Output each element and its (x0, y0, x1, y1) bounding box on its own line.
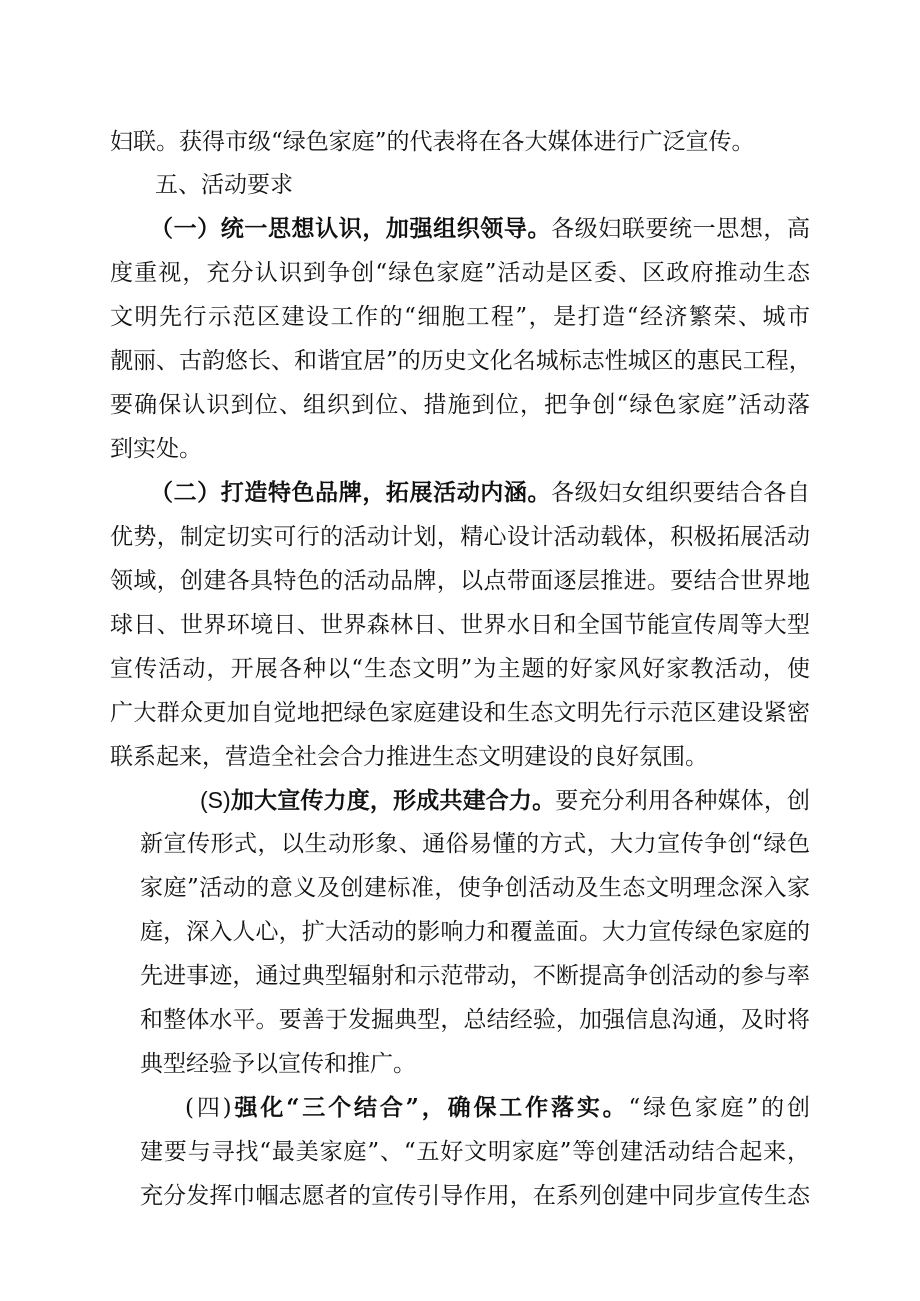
paragraph-first-line (150, 209, 810, 249)
paragraph-line: 庭，深入人心，扩大活动的影响力和覆盖面。大力宣传绿色家庭的 (140, 919, 810, 945)
paragraph-text: 要充分利用各种媒体，创 (555, 788, 811, 814)
paragraph-first-line (185, 1088, 810, 1128)
section-heading: 五、活动要求 (155, 172, 293, 198)
paragraph-line: 典型经验予以宣传和推广。 (140, 1051, 416, 1077)
paragraph-line: 先进事迹，通过典型辐射和示范带动，不断提高争创活动的参与率 (140, 963, 810, 989)
paragraph-line: 要确保认识到位、组织到位、措施到位，把争创“绿色家庭”活动落 (110, 392, 810, 418)
paragraph-lead: （二）打造特色品牌，拓展活动内涵。 (150, 479, 552, 506)
paragraph-line: 领域，创建各具特色的活动品牌，以点带面逐层推进。要结合世界地 (110, 568, 810, 594)
paragraph-text: 各级妇女组织要结合各自 (551, 480, 811, 506)
paragraph-lead-prefix: (四) (185, 1095, 232, 1121)
paragraph-first-line (150, 473, 810, 513)
paragraph-lead: 加大宣传力度，形成共建合力。 (230, 787, 556, 814)
paragraph-lead: 强化“三个结合”，确保工作落实。 (231, 1094, 629, 1121)
paragraph-line: 充分发挥巾帼志愿者的宣传引导作用，在系列创建中同步宣传生态 (140, 1183, 810, 1209)
paragraph-line: 球日、世界环境日、世界森林日、世界水日和全国节能宣传周等大型 (110, 612, 810, 638)
paragraph-line: 建要与寻找“最美家庭”、“五好文明家庭”等创建活动结合起来， (140, 1139, 810, 1165)
paragraph-line: 家庭”活动的意义及创建标准，使争创活动及生态文明理念深入家 (140, 875, 810, 901)
paragraph-line: 文明先行示范区建设工作的“细胞工程”，是打造“经济繁荣、城市 (110, 304, 810, 330)
paragraph-text: “绿色家庭”的创 (628, 1095, 810, 1121)
paragraph-lead-prefix: (S) (200, 787, 231, 813)
paragraph-line: 优势，制定切实可行的活动计划，精心设计活动载体，积极拓展活动 (110, 524, 810, 550)
paragraph-line: 新宣传形式，以生动形象、通俗易懂的方式，大力宣传争创“绿色 (140, 831, 810, 857)
paragraph-line: 广大群众更加自觉地把绿色家庭建设和生态文明先行示范区建设紧密 (110, 700, 810, 726)
paragraph-lead: （一）统一思想认识，加强组织领导。 (150, 215, 552, 242)
paragraph-line: 联系起来，营造全社会合力推进生态文明建设的良好氛围。 (110, 744, 708, 770)
paragraph-line: 和整体水平。要善于发掘典型，总结经验，加强信息沟通，及时将 (140, 1007, 810, 1033)
paragraph-line: 到实处。 (110, 436, 202, 462)
paragraph-first-line (200, 780, 810, 820)
paragraph-text: 各级妇联要统一思想，高 (551, 216, 811, 242)
paragraph-line: 靓丽、古韵悠长、和谐宜居”的历史文化名城标志性城区的惠民工程， (110, 348, 812, 374)
paragraph-line: 妇联。获得市级“绿色家庭”的代表将在各大媒体进行广泛宣传。 (110, 129, 755, 155)
paragraph-line: 度重视，充分认识到争创“绿色家庭”活动是区委、区政府推动生态 (110, 260, 810, 286)
paragraph-line: 宣传活动，开展各种以“生态文明”为主题的好家风好家教活动，使 (110, 656, 810, 682)
